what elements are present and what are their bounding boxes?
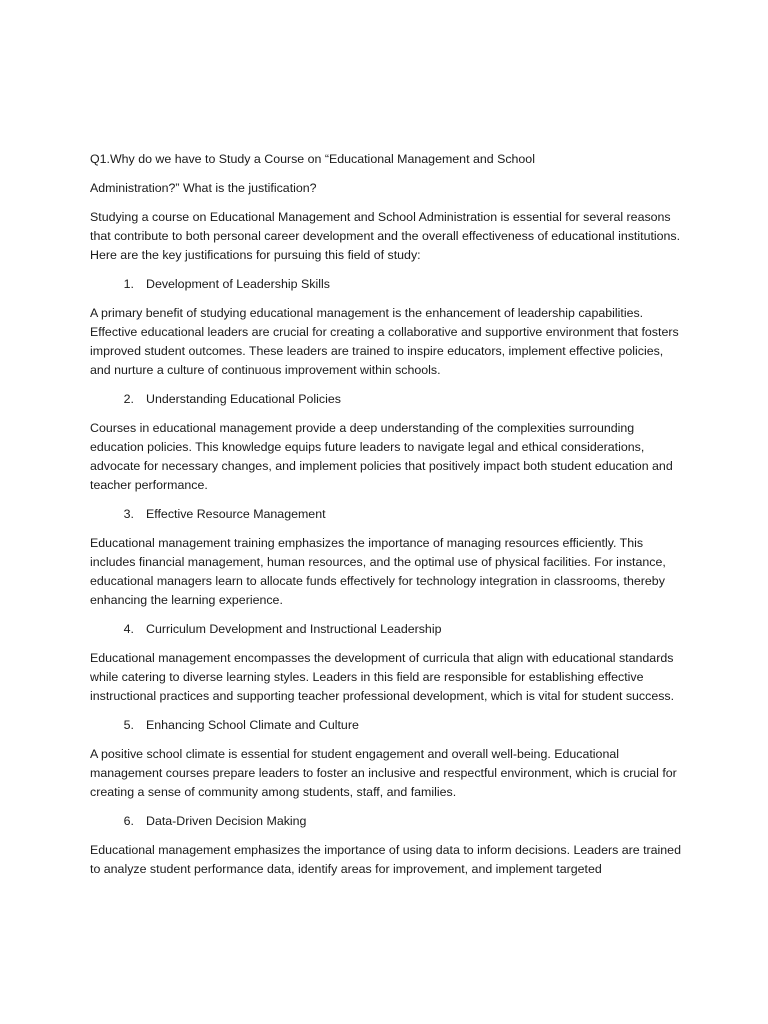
- intro-paragraph: Studying a course on Educational Management and School Administration is essential for several reasons that contribute to both personal career development and the overall effectiveness of educational institutions. Here are the key justifications for pursuing this field of study:: [90, 210, 681, 262]
- section-heading-2: [90, 390, 686, 409]
- section-number: 2.: [123, 392, 134, 406]
- section-body-6: Educational management emphasizes the importance of using data to inform decisions. Leaders are trained to analyze student performance data, identify areas for improvement, and implement targeted: [90, 843, 681, 876]
- section-number: 1.: [123, 277, 134, 291]
- section-heading-1: [90, 275, 686, 294]
- section-heading-4: [90, 620, 686, 639]
- section-body-2: Courses in educational management provide a deep understanding of the complexities surrounding education policies. This knowledge equips future leaders to navigate legal and ethical considerations, advocate for necessary changes, and implement policies that positively impact both student education and teacher performance.: [90, 421, 673, 492]
- document-body: [90, 150, 686, 889]
- section-heading-6: [90, 812, 686, 831]
- question-line-2: Administration?” What is the justification?: [90, 181, 317, 195]
- section-title: Understanding Educational Policies: [146, 392, 341, 406]
- section-number: 5.: [123, 718, 134, 732]
- section-title: Effective Resource Management: [146, 507, 326, 521]
- section-body-1: A primary benefit of studying educational management is the enhancement of leadership capabilities. Effective educational leaders are crucial for creating a collaborative and supportive environment that fosters improved student outcomes. These leaders are trained to inspire educators, implement effective policies, and nurture a culture of continuous improvement within schools.: [90, 306, 679, 377]
- section-body-5: A positive school climate is essential for student engagement and overall well-being. Educational management courses prepare leaders to foster an inclusive and respectful environment, which is crucial for creating a sense of community among students, staff, and families.: [90, 747, 677, 799]
- section-title: Data-Driven Decision Making: [146, 814, 307, 828]
- section-title: Development of Leadership Skills: [146, 277, 330, 291]
- section-number: 4.: [123, 622, 134, 636]
- section-number: 3.: [123, 507, 134, 521]
- section-number: 6.: [123, 814, 134, 828]
- section-body-4: Educational management encompasses the development of curricula that align with educational standards while catering to diverse learning styles. Leaders in this field are responsible for establishing effective instructional practices and supporting teacher professional development, which is vital for student success.: [90, 651, 675, 703]
- section-title: Curriculum Development and Instructional Leadership: [146, 622, 442, 636]
- section-heading-3: [90, 505, 686, 524]
- section-heading-5: [90, 716, 686, 735]
- section-body-3: Educational management training emphasizes the importance of managing resources efficiently. This includes financial management, human resources, and the optimal use of physical facilities. For instance, educational managers learn to allocate funds effectively for technology integration in classrooms, thereby enhancing the learning experience.: [90, 536, 666, 607]
- question-line-1: Q1.Why do we have to Study a Course on “Educational Management and School: [90, 152, 535, 166]
- section-title: Enhancing School Climate and Culture: [146, 718, 359, 732]
